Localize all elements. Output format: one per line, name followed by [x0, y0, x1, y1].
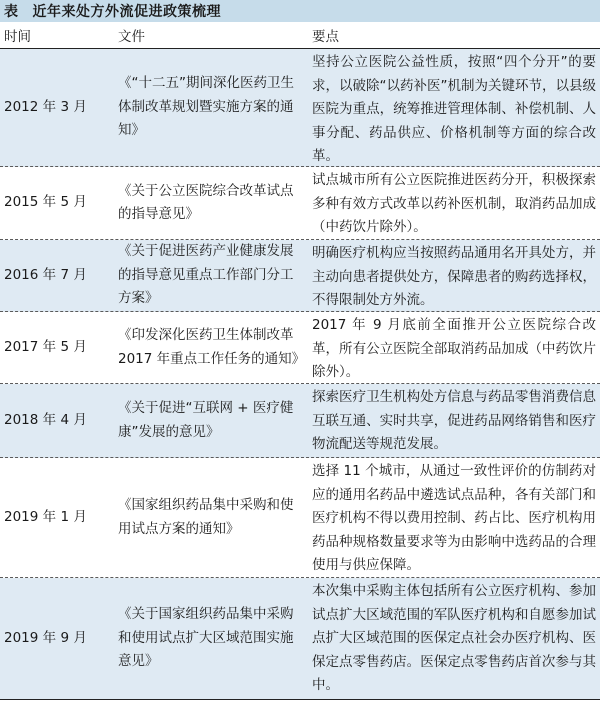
row-time: 2019 年 1 月	[4, 508, 87, 525]
table-row	[0, 167, 600, 240]
row-document: 《“十二五”期间深化医药卫生体制改革规划暨实施方案的通知》	[118, 75, 294, 139]
table-label: 表	[4, 4, 19, 20]
row-document: 《关于促进医药产业健康发展的指导意见重点工作部门分工方案》	[118, 243, 294, 307]
row-points: 2017 年 9 月底前全面推开公立医院综合改革，所有公立医院全部取消药品加成（中药饮片除外）。	[312, 317, 596, 380]
row-points: 明确医疗机构应当按照药品通用名开具处方，并主动向患者提供处方，保障患者的购药选择权，不得限制处方外流。	[312, 245, 596, 308]
table-row	[0, 384, 600, 458]
table-header-row	[0, 22, 600, 49]
row-document: 《关于公立医院综合改革试点的指导意见》	[118, 182, 294, 222]
row-time: 2016 年 7 月	[4, 266, 87, 283]
table-title: 近年来处方外流促进政策梳理	[32, 4, 221, 20]
table-row	[0, 312, 600, 384]
row-points: 坚持公立医院公益性质，按照“四个分开”的要求，以破除“以药补医”机制为关键环节，以县级医院为重点，统筹推进管理体制、补偿机制、人事分配、药品供应、价格机制等方面的综合改革。	[312, 54, 596, 164]
row-time: 2015 年 5 月	[4, 194, 87, 211]
table-body	[0, 49, 600, 700]
row-document: 《关于促进“互联网 + 医疗健康”发展的意见》	[118, 400, 294, 440]
table-row	[0, 458, 600, 578]
header-time: 时间	[4, 29, 31, 45]
row-points: 选择 11 个城市，从通过一致性评价的仿制药对应的通用名药品中遴选试点品种，各有关部门和医疗机构不得以费用控制、药占比、医疗机构用药品种规格数量要求等为由影响中选药品的合理使用与供应保障。	[312, 463, 596, 573]
row-document: 《关于国家组织药品集中采购和使用试点扩大区域范围实施意见》	[118, 606, 294, 670]
row-document: 《国家组织药品集中采购和使用试点方案的通知》	[118, 497, 294, 537]
row-document: 《印发深化医药卫生体制改革 2017 年重点工作任务的通知》	[118, 327, 306, 367]
row-time: 2018 年 4 月	[4, 411, 87, 428]
table-title-bar	[0, 0, 600, 22]
table-row	[0, 240, 600, 312]
table-row	[0, 578, 600, 700]
header-points: 要点	[312, 29, 339, 45]
row-points: 本次集中采购主体包括所有公立医疗机构、参加试点扩大区域范围的军队医疗机构和自愿参加试点扩大区域范围的医保定点社会办医疗机构、医保定点零售药店。医保定点零售药店首次参与其中。	[312, 583, 596, 693]
row-points: 试点城市所有公立医院推进医药分开，积极探索多种有效方式改革以药补医机制，取消药品加成（中药饮片除外）。	[312, 172, 596, 235]
row-time: 2017 年 5 月	[4, 338, 87, 355]
table-row	[0, 49, 600, 167]
row-points: 探索医疗卫生机构处方信息与药品零售消费信息互联互通、实时共享，促进药品网络销售和医疗物流配送等规范发展。	[312, 389, 596, 452]
row-time: 2012 年 3 月	[4, 98, 87, 115]
row-time: 2019 年 9 月	[4, 629, 87, 646]
header-document: 文件	[118, 29, 145, 45]
